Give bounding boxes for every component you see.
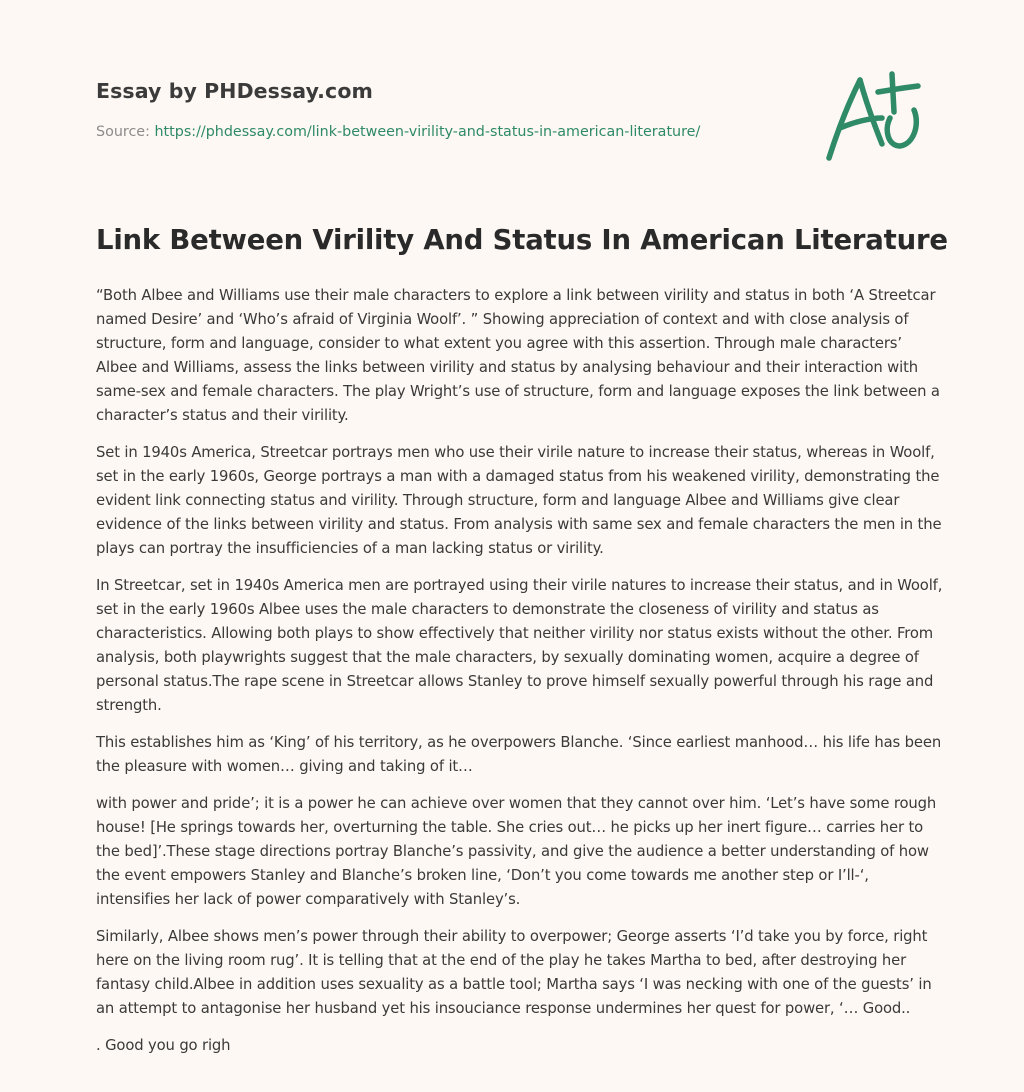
essay-paragraph: Similarly, Albee shows men’s power through their ability to overpower; George asserts ‘I’d take you by force, right here on the living room rug’. It is telling that at the end of the play he takes Martha to bed, after destroying her fantasy child.Albee in addition uses sexuality as a battle tool; Martha says ‘I was necking with one of the guests’ in an attempt to antagonise her husband yet his insouciance response undermines her quest for power, ‘… Good.. <box>96 928 932 1017</box>
essay-title: Link Between Virility And Status In American Literature <box>96 224 948 256</box>
essay-paragraph: This establishes him as ‘King’ of his territory, as he overpowers Blanche. ‘Since earliest manhood… his life has been the pleasure with women… giving and taking of it… <box>96 734 942 775</box>
essay-paragraph: “Both Albee and Williams use their male characters to explore a link between virility and status in both ‘A Streetcar named Desire’ and ‘Who’s afraid of Virginia Woolf’. ” Showing appreciation of context and with close analysis of structure, form and language, consider to what extent you agree with this assertion. Through male characters’ Albee and Williams, assess the links between virility and status by analysing behaviour and their interaction with same-sex and female characters. The play Wright’s use of structure, form and language exposes the link between a character’s status and their virility. <box>96 287 940 424</box>
source-line <box>96 124 700 140</box>
essay-paragraph: with power and pride’; it is a power he can achieve over women that they cannot over him. ‘Let’s have some rough house! [He springs towards her, overturning the table. She cries out… he picks up her inert figure… carries her to the bed]’.These stage directions portray Blanche’s passivity, and give the audience a better understanding of how the event empowers Stanley and Blanche’s broken line, ‘Don’t you come towards me another step or I’ll-‘, intensifies her lack of power comparatively with Stanley’s. <box>96 795 937 908</box>
site-brand: Essay by PHDessay.com <box>96 79 373 103</box>
source-link[interactable]: https://phdessay.com/link-between-virility-and-status-in-american-literature/ <box>154 124 701 140</box>
source-label: Source: <box>96 124 150 140</box>
essay-paragraph: Set in 1940s America, Streetcar portrays men who use their virile nature to increase their status, whereas in Woolf, set in the early 1960s, George portrays a man with a damaged status from his weakened virility, demonstrating the evident link connecting status and virility. Through structure, form and language Albee and Williams give clear evidence of the links between virility and status. From analysis with same sex and female characters the men in the plays can portray the insufficiencies of a man lacking status or virility. <box>96 444 942 557</box>
essay-paragraph: In Streetcar, set in 1940s America men are portrayed using their virile natures to increase their status, and in Woolf, set in the early 1960s Albee uses the male characters to demonstrate the closeness of virility and status as characteristics. Allowing both plays to show effectively that neither virility nor status exists without the other. From analysis, both playwrights suggest that the male characters, by sexually dominating women, acquire a degree of personal status.The rape scene in Streetcar allows Stanley to prove himself sexually powerful through his rage and strength. <box>96 577 943 714</box>
essay-paragraph: . Good you go righ <box>96 1037 231 1054</box>
essay-body <box>96 284 946 1071</box>
a-plus-logo-icon <box>822 66 932 166</box>
